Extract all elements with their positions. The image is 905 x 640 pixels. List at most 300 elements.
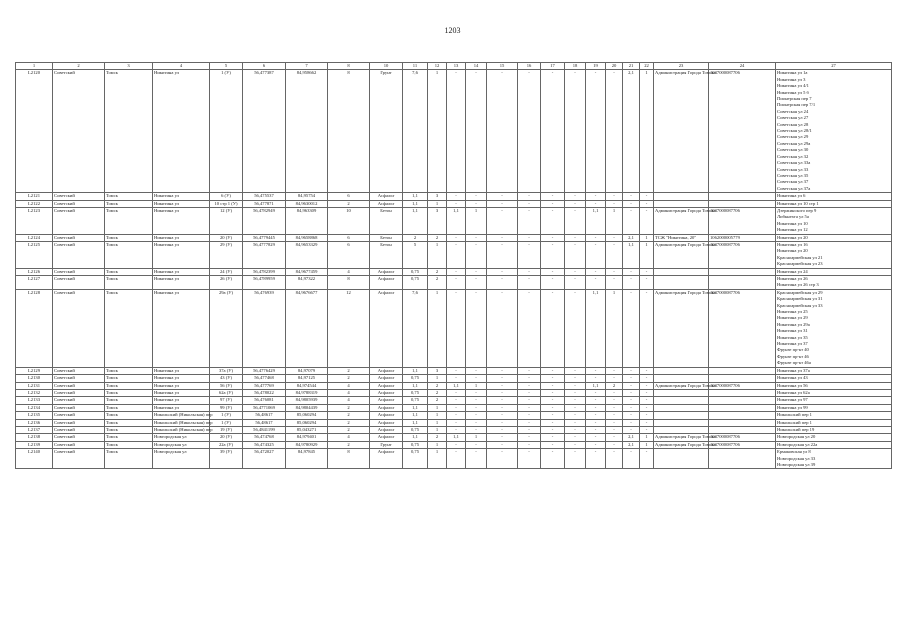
table-cell [654,375,709,382]
table-cell: 56,4782399 [243,268,286,275]
table-cell: 1 [640,434,654,441]
table-cell: 1037000087706 [709,441,776,448]
table-cell: - [487,419,518,426]
table-cell: Никольский пер 19 [776,426,892,433]
table-cell: - [623,412,640,419]
table-cell: - [447,389,466,396]
table-cell: - [487,70,518,193]
table-cell: Советский [53,241,105,268]
table-cell: Никитина ул [153,375,210,382]
table-cell: 39 (У) [210,449,243,469]
table-cell: Асфальт [370,193,403,200]
table-cell: 1 [606,289,623,367]
table-cell [654,412,709,419]
table-cell: - [487,404,518,411]
table-cell: - [518,449,541,469]
column-header: 16 [518,63,541,70]
table-cell: 1,1 [403,419,428,426]
table-cell: 1 (У) [210,412,243,419]
table-cell: Советский [53,426,105,433]
table-cell: 1 (У) [210,70,243,193]
table-cell [654,397,709,404]
address-line: Красноармейская ул 31 [777,296,823,302]
table-cell: 2,1 [623,234,640,241]
table-cell: - [487,207,518,234]
table-cell [654,389,709,396]
table-cell: 2 [328,367,370,374]
table-cell: - [586,375,606,382]
table-cell: Новгородская ул 22а [776,441,892,448]
table-cell: - [518,382,541,389]
address-line: Советская ул 35 [777,172,809,178]
table-row [16,375,892,382]
table-cell: 1,1 [447,382,466,389]
table-cell: 2 [428,382,447,389]
table-cell: 1,1 [403,367,428,374]
table-cell: - [565,404,586,411]
table-cell: 56,474768 [243,434,286,441]
table-cell: - [565,426,586,433]
table-cell: 1 [428,404,447,411]
table-cell: - [541,70,565,193]
table-cell: - [447,289,466,367]
table-cell: 84,979401 [286,434,328,441]
table-cell: - [541,375,565,382]
table-cell: - [518,426,541,433]
table-cell: - [447,419,466,426]
table-cell: - [586,367,606,374]
table-cell [654,367,709,374]
table-cell: - [565,241,586,268]
table-cell: - [565,289,586,367]
table-cell: 6 [328,234,370,241]
table-cell: 56,4777829 [243,241,286,268]
table-cell: Томск [105,207,153,234]
address-line: Советская ул 29 [777,134,809,140]
table-cell [709,426,776,433]
column-header: 3 [105,63,153,70]
table-cell: - [606,412,623,419]
table-cell: 5 [403,241,428,268]
table-cell: Никитина ул 20 [776,234,892,241]
table-cell: - [640,404,654,411]
table-cell: Никитина ул [153,241,210,268]
table-cell [709,276,776,290]
address-line: Никитина ул 20 [777,248,808,254]
table-cell: 1 (У) [210,419,243,426]
address-line: Советская ул 27 [777,115,809,121]
table-cell: Администрация Города Томска [655,441,716,447]
table-cell: 56,48617 [243,419,286,426]
table-cell: L2132 [16,389,53,396]
table-cell: Администрация Города Томска [654,241,709,268]
table-cell: 84,97845 [286,449,328,469]
table-cell: 0,75 [403,375,428,382]
table-cell: 1,1 [403,412,428,419]
table-cell: 2 [428,434,447,441]
table-cell: - [606,397,623,404]
table-cell: - [565,434,586,441]
table-cell: Асфальт [370,412,403,419]
table-cell: 0,75 [403,441,428,448]
table-cell: 1 [428,200,447,207]
table-cell: 2,1 [623,441,640,448]
address-line: Советская ул 29а [777,140,811,146]
table-cell: Новгородская ул [153,449,210,469]
table-cell: - [541,234,565,241]
table-cell: Советский [53,289,105,367]
table-cell: 1,1 [403,193,428,200]
table-cell: - [487,382,518,389]
table-cell: - [466,268,487,275]
table-cell: Томск [105,375,153,382]
address-line: Фрунзе пр-кт 46 [777,353,809,359]
table-cell: Асфальт [370,426,403,433]
table-cell: Томск [105,397,153,404]
column-header: 4 [153,63,210,70]
table-row [16,426,892,433]
address-line: Красноармейская ул 33 [777,302,823,308]
table-cell: Никитина ул [153,70,210,193]
table-cell: 2 [428,397,447,404]
table-cell: Асфальт [370,449,403,469]
table-cell: - [586,389,606,396]
table-cell: 0,75 [403,449,428,469]
table-cell: - [518,276,541,290]
address-line: Советская ул 37а [777,185,811,191]
table-cell: 3 [428,207,447,234]
table-cell: - [466,276,487,290]
table-cell: Асфальт [370,389,403,396]
table-cell: 84,9677459 [286,268,328,275]
table-cell: 2,1 [623,434,640,441]
table-cell: 1 [466,382,487,389]
table-cell: Томск [105,426,153,433]
table-cell: - [586,449,606,469]
table-cell [709,375,776,382]
column-header: 13 [447,63,466,70]
table-cell: - [623,449,640,469]
table-cell: - [640,382,654,389]
table-cell: - [565,193,586,200]
table-cell: - [606,449,623,469]
table-cell [709,200,776,207]
table-cell: - [623,375,640,382]
table-cell [709,412,776,419]
table-row [16,241,892,268]
table-cell: - [466,441,487,448]
table-cell: - [586,70,606,193]
table-cell: Никитина ул [153,193,210,200]
column-header: 22 [640,63,654,70]
table-cell: Никитина ул [153,200,210,207]
table-cell: - [623,397,640,404]
table-cell: - [586,441,606,448]
table-cell: 2 [606,382,623,389]
address-line: Никитина ул 4/1 [777,83,809,89]
table-cell: - [640,200,654,207]
table-cell: - [447,234,466,241]
table-cell: L2140 [16,449,53,469]
table-cell: - [565,70,586,193]
table-cell: 84,9630012 [286,200,328,207]
table-cell: 2 [328,404,370,411]
table-cell [654,419,709,426]
table-cell: 1,1 [586,207,606,234]
table-cell: 62а (У) [210,389,243,396]
table-cell: Никитина ул 97 [776,397,892,404]
table-cell: - [447,70,466,193]
table-cell: 2 [428,389,447,396]
table-cell: - [623,193,640,200]
column-header: 19 [586,63,606,70]
table-cell: Асфальт [370,397,403,404]
table-cell: 4 [328,382,370,389]
table-cell: - [640,268,654,275]
table-cell: 2 [428,268,447,275]
table-cell: Томск [105,289,153,367]
table-cell: Советский [53,419,105,426]
table-cell: - [606,276,623,290]
address-line: Советская ул 28 [777,121,809,127]
table-cell: Советский [53,200,105,207]
table-cell: Администрация Города Томска [654,289,709,367]
table-cell [709,404,776,411]
table-cell: 84,97322 [286,276,328,290]
table-cell: 43 (У) [210,375,243,382]
table-cell: - [565,412,586,419]
table-cell: 1,1 [403,200,428,207]
table-cell: - [623,426,640,433]
table-cell: 56,4779445 [243,234,286,241]
table-row [16,419,892,426]
table-cell: - [518,234,541,241]
table-cell: - [565,234,586,241]
table-cell: - [565,441,586,448]
table-cell: Никитина ул [153,276,210,290]
table-cell: Никитина ул [153,367,210,374]
table-cell: 1,1 [447,207,466,234]
table-cell: - [541,207,565,234]
table-cell: - [586,426,606,433]
table-cell: - [518,412,541,419]
table-cell: - [640,289,654,367]
table-cell: - [487,397,518,404]
table-cell: - [623,268,640,275]
table-cell: Советский [53,441,105,448]
table-cell: Никитина ул [153,268,210,275]
table-cell: L2137 [16,426,53,433]
table-row [16,207,892,234]
table-row [16,404,892,411]
table-cell: Томск [105,404,153,411]
table-cell: - [518,70,541,193]
table-cell: 1 [428,375,447,382]
table-cell: - [466,426,487,433]
table-cell: Советский [53,412,105,419]
table-cell: 84,9676677 [286,289,328,367]
table-cell: Советский [53,234,105,241]
table-cell: - [586,200,606,207]
table-row [16,234,892,241]
table-cell: - [487,426,518,433]
table-cell: 2 [328,200,370,207]
table-cell: - [541,404,565,411]
table-cell: - [447,367,466,374]
table-cell: - [565,397,586,404]
table-cell: L2135 [16,412,53,419]
table-cell: 4 [328,434,370,441]
table-cell: L2129 [16,367,53,374]
table-cell: - [518,375,541,382]
column-header: 12 [428,63,447,70]
table-cell: - [623,200,640,207]
table-cell: Асфальт [370,404,403,411]
table-cell: 84,9788319 [286,389,328,396]
table-cell [709,449,776,469]
table-row [16,449,892,469]
table-cell: - [487,375,518,382]
table-cell: 84,97079 [286,367,328,374]
table-cell: Томск [105,419,153,426]
address-line: Никитина ул 31 [777,328,808,334]
table-cell [776,241,892,268]
table-row [16,397,892,404]
address-line: Ермаковская ул 8 [777,449,811,455]
table-cell: 56,477387 [243,70,286,193]
address-line: Новгородская ул 33 [777,455,816,461]
table-cell: Никитина ул 24 [776,268,892,275]
table-cell: Никитина ул 62а [776,389,892,396]
table-cell: - [640,419,654,426]
table-cell: Томск [105,200,153,207]
table-cell: Асфальт [370,200,403,207]
table-cell: - [606,389,623,396]
table-cell: Новгородская ул [153,434,210,441]
table-cell: Администрация Города Томска [655,382,716,388]
table-cell: L2139 [16,441,53,448]
table-cell: Советский [53,268,105,275]
table-cell: - [606,367,623,374]
table-cell: Никитина ул 6 [776,193,892,200]
table-cell: - [586,193,606,200]
table-cell [776,207,892,234]
table-cell: 1037000087706 [709,207,776,234]
table-cell: - [466,397,487,404]
table-cell: Томск [105,268,153,275]
table-cell: - [518,367,541,374]
address-line: Дзержинского пер 9 [777,207,817,213]
column-header: 18 [565,63,586,70]
table-cell: - [586,276,606,290]
column-header: 7 [286,63,328,70]
table-cell: 56,472027 [243,449,286,469]
table-cell [709,389,776,396]
table-cell: 56,477468 [243,375,286,382]
table-cell [776,449,892,469]
table-cell: L2124 [16,234,53,241]
table-cell: - [541,193,565,200]
table-cell: - [541,382,565,389]
table-row [16,268,892,275]
table-cell: 2 [328,426,370,433]
table-cell: Грунт [370,441,403,448]
table-cell: 6 [328,193,370,200]
table-cell: 56,4776429 [243,367,286,374]
table-cell: - [541,434,565,441]
table-cell: 1 [640,441,654,448]
table-cell [654,404,709,411]
column-header: 23 [654,63,709,70]
table-cell: Никитина ул 43 [776,375,892,382]
table-cell: - [487,389,518,396]
table-cell: Советский [53,449,105,469]
table-cell: - [640,449,654,469]
table-cell: 84,95754 [286,193,328,200]
table-cell: L2134 [16,404,53,411]
column-header: 10 [370,63,403,70]
table-cell: 1,1 [403,404,428,411]
table-cell: - [466,449,487,469]
table-cell: Томск [105,70,153,193]
table-row [16,193,892,200]
table-cell: - [606,234,623,241]
table-cell: 1,1 [586,382,606,389]
table-cell: - [447,268,466,275]
column-header: 11 [403,63,428,70]
table-cell: 0,75 [403,389,428,396]
table-cell: 56,477871 [243,200,286,207]
table-cell: 0,75 [403,276,428,290]
address-line: Советская ул 33 [777,166,809,172]
table-cell: Никольский (Никольская) пер [154,426,213,432]
table-cell: - [606,268,623,275]
table-cell: 3 [428,367,447,374]
table-cell: - [640,207,654,234]
column-header: 1 [16,63,53,70]
table-cell: 2 [328,441,370,448]
table-cell: - [623,367,640,374]
table-row [16,70,892,193]
table-cell: Советский [53,276,105,290]
table-cell: Асфальт [370,276,403,290]
table-cell: 85,060294 [286,412,328,419]
table-cell: - [466,241,487,268]
table-cell: - [487,441,518,448]
table-cell: Томск [105,389,153,396]
table-cell: Бетон [370,241,403,268]
table-cell: Асфальт [370,289,403,367]
table-cell: Советский [53,367,105,374]
table-cell: 1037000087706 [709,434,776,441]
table-cell: Никитина ул [153,404,210,411]
column-header: 8 [328,63,370,70]
table-cell: - [518,434,541,441]
table-cell: 1,1 [586,289,606,367]
table-cell: Советский [53,70,105,193]
table-cell [709,193,776,200]
address-line: Советская ул 32 [777,153,809,159]
table-cell: 1 [428,241,447,268]
table-cell: - [466,412,487,419]
table-cell [709,367,776,374]
table-cell: - [518,389,541,396]
address-line: Никитина ул 37 [777,341,808,347]
table-cell: 2 [328,375,370,382]
table-cell: 1037000087706 [709,70,776,193]
table-cell: - [447,193,466,200]
table-cell: - [565,207,586,234]
